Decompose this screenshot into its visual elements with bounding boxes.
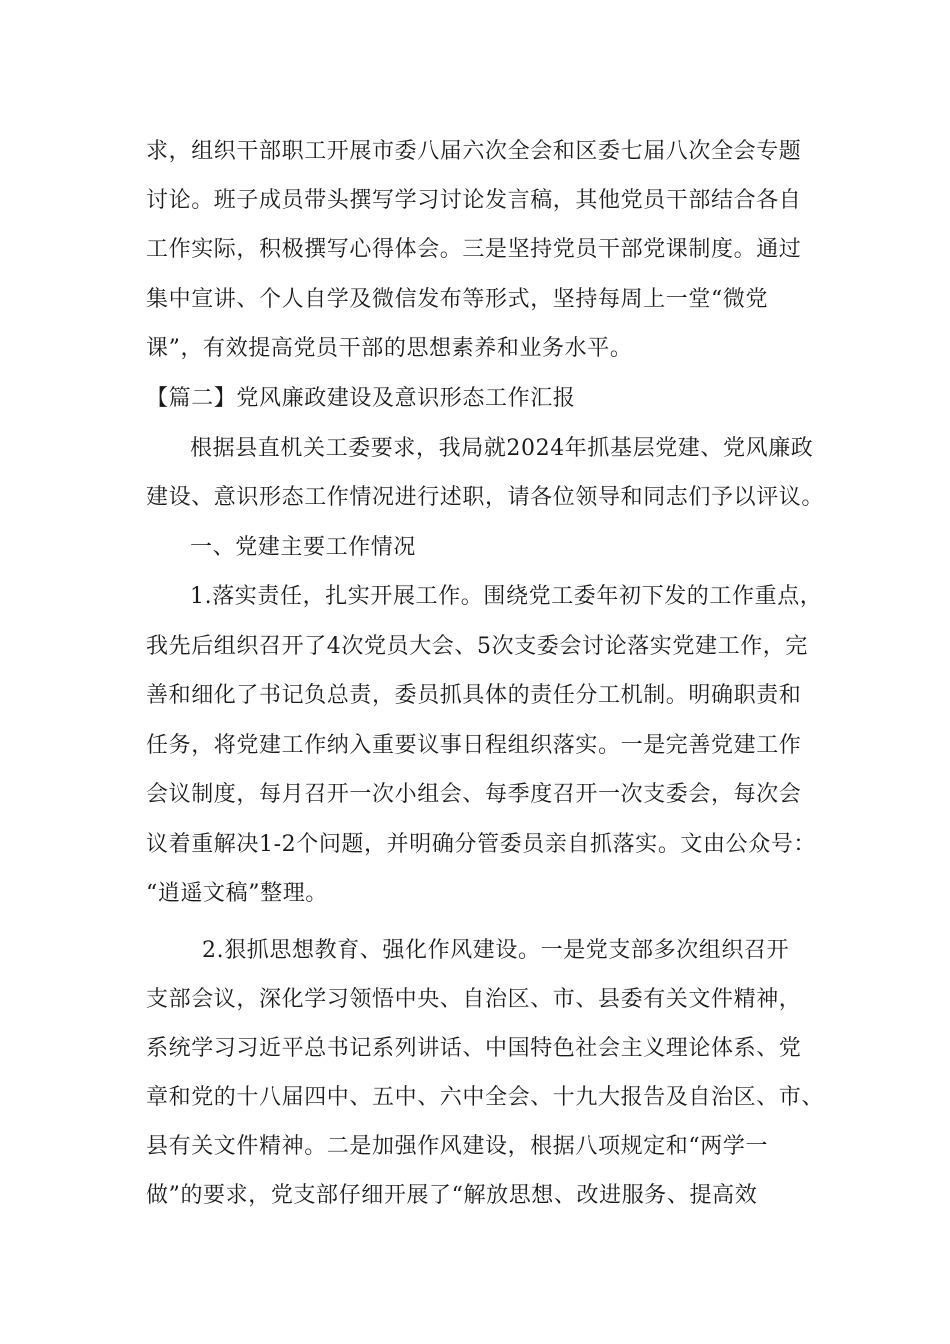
paragraph-line: 建设、意识形态工作情况进行述职，请各位领导和同志们予以评议。: [146, 485, 825, 510]
paragraph-line: 1.落实责任，扎实开展工作。围绕党工委年初下发的工作重点，: [190, 584, 823, 609]
paragraph-line: 我先后组织召开了4次党员大会、5次支委会讨论落实党建工作，完: [146, 634, 808, 659]
paragraph-line: 会议制度，每月召开一次小组会、每季度召开一次支委会，每次会: [146, 782, 802, 807]
paragraph-line: 支部会议，深化学习领悟中央、自治区、市、县委有关文件精神，: [146, 987, 802, 1012]
section-heading: 【篇二】党风廉政建设及意识形态工作汇报: [146, 386, 576, 411]
subsection-heading: 一、党建主要工作情况: [190, 535, 417, 560]
paragraph-line: 2.狠抓思想教育、强化作风建设。一是党支部多次组织召开: [202, 938, 790, 963]
paragraph-line: 根据县直机关工委要求，我局就2024年抓基层党建、党风廉政: [190, 436, 814, 461]
paragraph-line: 章和党的十八届四中、五中、六中全会、十九大报告及自治区、市、: [146, 1085, 825, 1110]
paragraph-line: 工作实际，积极撰写心得体会。三是坚持党员干部党课制度。通过: [146, 237, 802, 262]
paragraph-line: 系统学习习近平总书记系列讲话、中国特色社会主义理论体系、党: [146, 1036, 802, 1061]
paragraph-line: 讨论。班子成员带头撰写学习讨论发言稿，其他党员干部结合各自: [146, 188, 802, 213]
paragraph-line: 县有关文件精神。二是加强作风建设，根据八项规定和“两学一: [146, 1134, 769, 1159]
paragraph-line: 善和细化了书记负总责，委员抓具体的责任分工机制。明确职责和: [146, 683, 802, 708]
paragraph-line: 做”的要求，党支部仔细开展了“解放思想、改进服务、提高效: [146, 1183, 758, 1208]
paragraph-line: 议着重解决1-2个问题，并明确分管委员亲自抓落实。文由公众号：: [146, 832, 817, 857]
paragraph-line: 集中宣讲、个人自学及微信发布等形式，坚持每周上一堂“微党: [146, 287, 769, 312]
paragraph-line: “逍遥文稿”整理。: [146, 881, 328, 906]
paragraph-line: 任务，将党建工作纳入重要议事日程组织落实。一是完善党建工作: [146, 733, 802, 758]
paragraph-line: 求，组织干部职工开展市委八届六次全会和区委七届八次全会专题: [146, 139, 802, 164]
paragraph-line: 课”，有效提高党员干部的思想素养和业务水平。: [146, 336, 633, 361]
